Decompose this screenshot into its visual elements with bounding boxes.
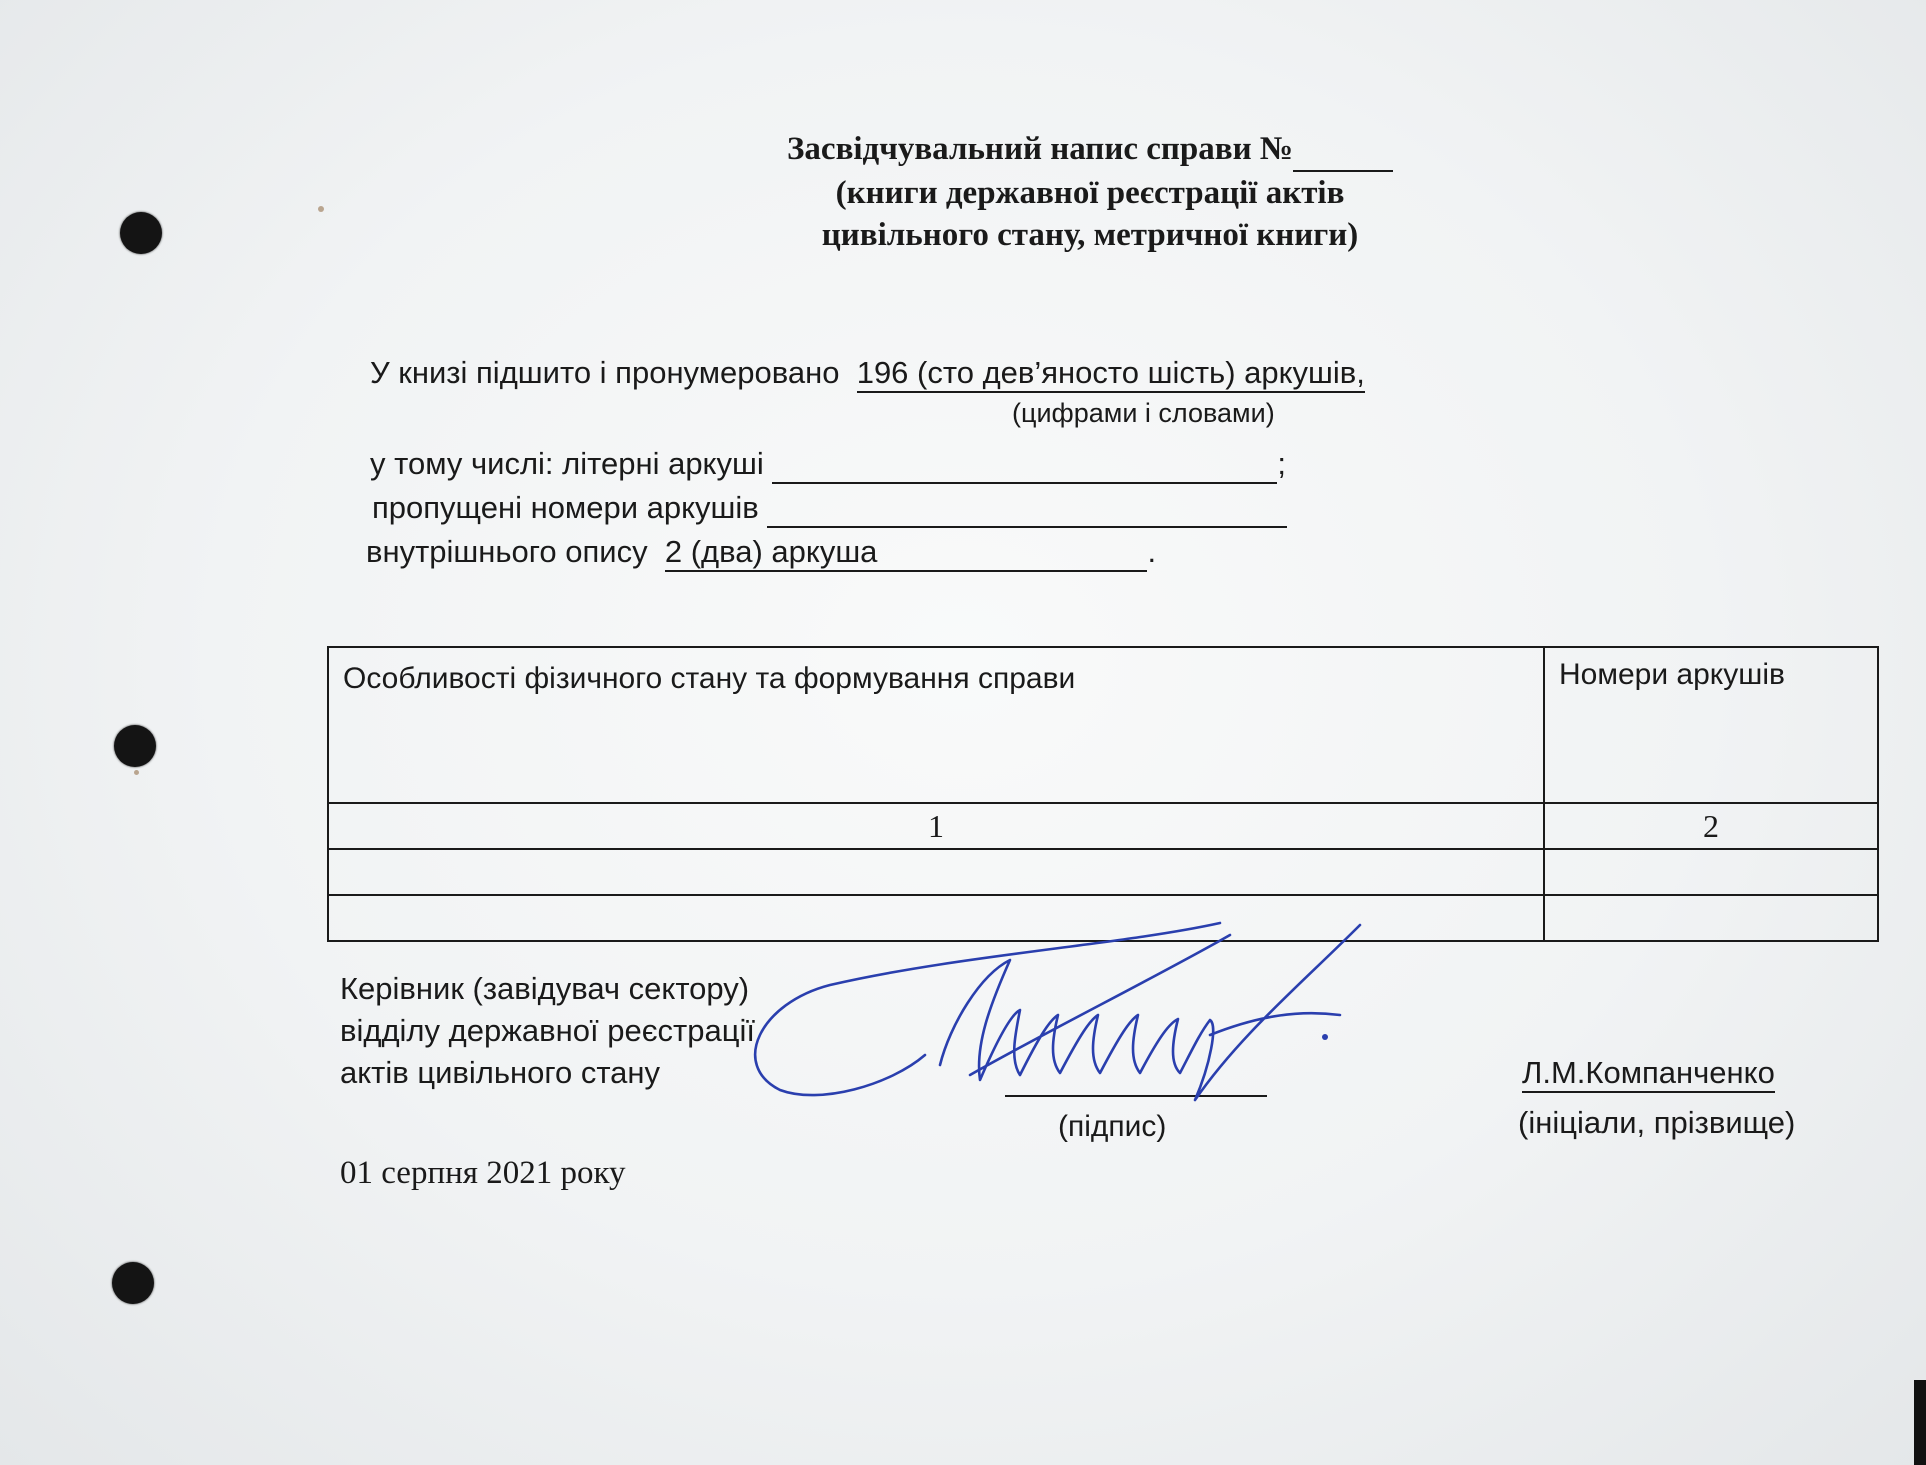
title-line-3: цивільного стану, метричної книги)	[821, 217, 1359, 253]
letter-sheets-blank	[772, 446, 1277, 484]
table-cell	[1544, 895, 1878, 941]
scan-edge-shadow	[1914, 1380, 1926, 1465]
sheets-count-label: У книзі підшито і пронумеровано	[370, 355, 840, 390]
sheets-count-hint: (цифрами і словами)	[1012, 398, 1275, 428]
signer-position-line-1: Керівник (завідувач сектору)	[340, 971, 750, 1006]
paper-stain	[134, 770, 139, 775]
signer-position-line-3: актів цивільного стану	[340, 1055, 661, 1090]
punch-hole	[114, 725, 156, 767]
missing-numbers-label: пропущені номери аркушів	[372, 490, 759, 525]
missing-numbers-row	[372, 490, 1287, 528]
signer-position	[340, 968, 755, 1094]
column-number-1: 1	[328, 803, 1544, 849]
missing-numbers-blank	[767, 490, 1287, 528]
handwritten-signature	[740, 915, 1440, 1115]
title-line-2: (книги державної реєстрації актів	[835, 175, 1345, 211]
case-number-blank	[1293, 128, 1393, 172]
internal-inventory-blank	[877, 534, 1147, 572]
signature-hint: (підпис)	[1058, 1110, 1167, 1143]
table-cell	[328, 849, 1544, 895]
punch-hole	[112, 1262, 154, 1304]
internal-inventory-value: 2 (два) аркуша	[665, 534, 878, 572]
paper-stain	[318, 206, 324, 212]
physical-state-table	[327, 646, 1879, 942]
internal-inventory-row: внутрішнього опису 2 (два) аркуша .	[366, 534, 1156, 572]
table-number-row	[328, 803, 1878, 849]
sheets-count-value: 196 (сто дев’яносто шість) аркушів,	[857, 355, 1365, 393]
sheets-count-row	[370, 355, 1365, 393]
punch-hole	[120, 212, 162, 254]
signer-name-hint: (ініціали, прізвище)	[1518, 1105, 1796, 1140]
title-line-1: Засвідчувальний напис справи №	[690, 128, 1490, 172]
table-header-row	[328, 647, 1878, 803]
table-cell	[1544, 849, 1878, 895]
signer-name: Л.М.Компанченко	[1522, 1055, 1775, 1093]
header-cell-sheet-numbers: Номери аркушів	[1544, 647, 1878, 803]
signer-position-line-2: відділу державної реєстрації	[340, 1013, 755, 1048]
table-row	[328, 849, 1878, 895]
document-date: 01 серпня 2021 року	[340, 1155, 626, 1191]
internal-inventory-label: внутрішнього опису	[366, 534, 648, 569]
letter-sheets-label: у тому числі: літерні аркуші	[370, 446, 764, 481]
column-number-2: 2	[1544, 803, 1878, 849]
letter-sheets-row: у тому числі: літерні аркуші ;	[370, 446, 1286, 484]
header-cell-features: Особливості фізичного стану та формування справи	[328, 647, 1544, 803]
page-title	[690, 128, 1490, 256]
